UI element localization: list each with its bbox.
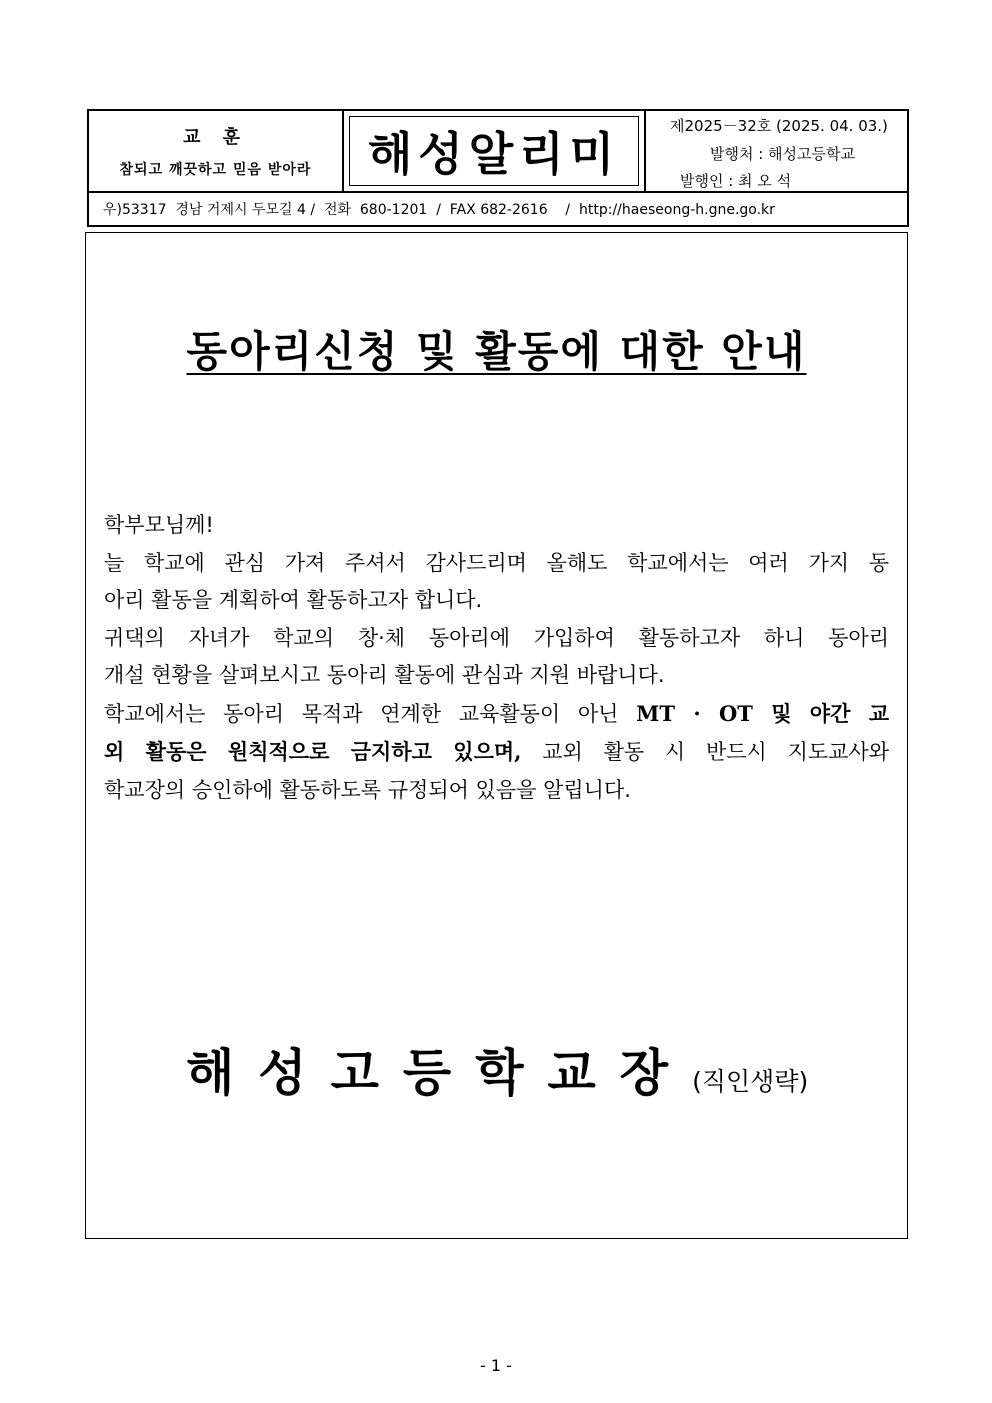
school-motto-box [89, 111, 344, 191]
issue-info [646, 111, 907, 191]
page-number: - 1 - [480, 1356, 512, 1375]
issue-number: 제2025－32호 (2025. 04. 03.) [670, 117, 888, 135]
paragraph-line: 개설 현황을 살펴보시고 동아리 활동에 관심과 지원 바랍니다. [104, 663, 665, 687]
newsletter-name-box [344, 111, 646, 191]
newsletter-name-frame [349, 116, 639, 186]
newsletter-name: 해성알리미 [367, 127, 621, 181]
text-segment: 학교에서는 동아리 목적과 연계한 교육활동이 아닌 [104, 701, 637, 726]
seal-omitted-note: (직인생략) [692, 1067, 809, 1096]
text-segment: 교외 활동 시 반드시 지도교사와 [521, 740, 890, 764]
paragraph-line [104, 695, 889, 734]
address-bar: 우)53317 경남 거제시 두모길 4 / 전화 680-1201 / FAX 682-2616 / http://haeseong-h.gne.go.kr [87, 193, 909, 227]
notice-title-wrap [86, 319, 907, 379]
motto-title: 교 훈 [182, 127, 249, 148]
issuer: 발행인 : 최 오 석 [680, 172, 792, 190]
publisher: 발행처 : 해성고등학교 [710, 145, 856, 163]
principal-signature: 해성고등학교장 [186, 1044, 693, 1102]
paragraph-line [104, 733, 889, 772]
paragraph-line: 아리 활동을 계획하여 활동하고자 합니다. [104, 588, 483, 612]
notice-body-frame [85, 232, 908, 1239]
notice-title: 동아리신청 및 활동에 대한 안내 [186, 327, 807, 376]
newsletter-header [87, 109, 909, 193]
paragraph-line: 귀댁의 자녀가 학교의 창·체 동아리에 가입하여 활동하고자 하니 동아리 [104, 625, 889, 650]
emphasis-text: MT · OT 및 야간 교 [636, 700, 889, 726]
motto-text: 참되고 깨끗하고 믿음 받아라 [119, 162, 312, 178]
notice-body [104, 507, 889, 809]
signature [186, 1033, 808, 1105]
greeting: 학부모님께! [104, 513, 214, 537]
paragraph-line: 늘 학교에 관심 가져 주셔서 감사드리며 올해도 학교에서는 여러 가지 동 [104, 550, 889, 575]
paragraph-line: 학교장의 승인하에 활동하도록 규정되어 있음을 알립니다. [104, 777, 631, 802]
emphasis-text: 외 활동은 원칙적으로 금지하고 있으며, [104, 739, 522, 764]
